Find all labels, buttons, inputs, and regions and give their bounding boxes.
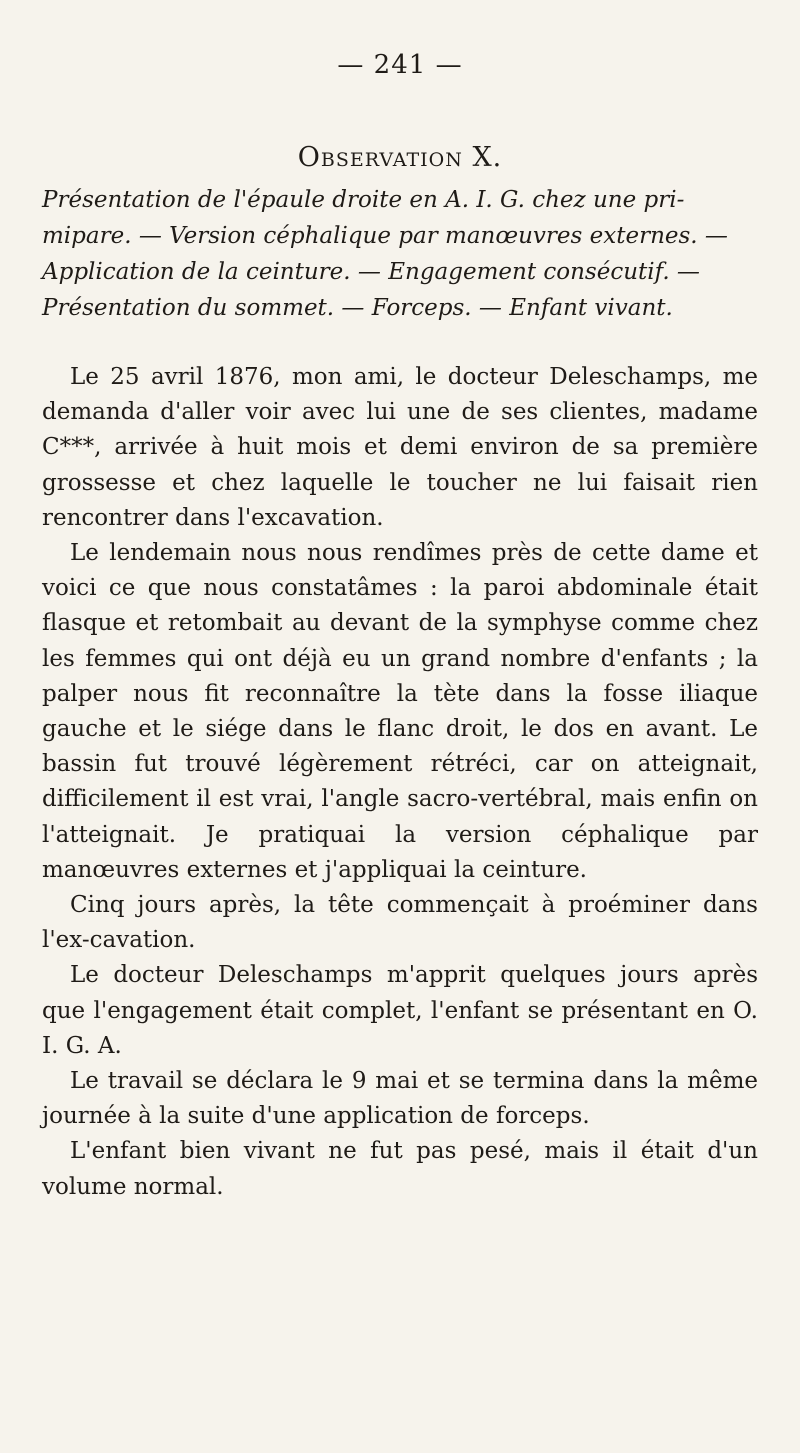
summary-line: Application de la ceinture. — Engagement consécutif. — xyxy=(42,259,700,285)
summary-line: Présentation du sommet. — Forceps. — Enfant vivant. xyxy=(42,295,673,321)
observation-title: Observation X. xyxy=(297,142,503,173)
paragraph: Le 25 avril 1876, mon ami, le docteur Deleschamps, me demanda d'aller voir avec lui une de ses clientes, madame C***, arrivée à huit mois et demi environ de sa première grossesse et chez laquelle le toucher ne lui faisait rien rencontrer dans l'excavation. xyxy=(42,364,758,531)
paragraph: Le lendemain nous nous rendîmes près de cette dame et voici ce que nous constatâmes : la paroi abdominale était flasque et retombait au devant de la symphyse comme chez les femmes qui ont déjà eu un grand nombre d'enfants ; la palper nous fit reconnaître la tète dans la fosse iliaque gauche et le siége dans le flanc droit, le dos en avant. Le bassin fut trouvé légèrement rétréci, car on atteignait, difficilement il est vrai, l'angle sacro-vertébral, mais enfin on l'atteignait. Je pratiquai la version céphalique par manœuvres externes et j'appliquai la ceinture. xyxy=(42,540,758,883)
paragraph: Le docteur Deleschamps m'apprit quelques jours après que l'engagement était complet, l'enfant se présentant en O. I. G. A. xyxy=(42,962,758,1059)
summary-line: Présentation de l'épaule droite en A. I. G. chez une pri- xyxy=(42,187,685,213)
summary-line: mipare. — Version céphalique par manœuvres externes. — xyxy=(42,223,728,249)
paragraph: L'enfant bien vivant ne fut pas pesé, mais il était d'un volume normal. xyxy=(42,1138,758,1200)
observation-body xyxy=(42,360,758,1205)
page-number: — 241 — xyxy=(337,50,463,80)
paragraph: Le travail se déclara le 9 mai et se termina dans la même journée à la suite d'une application de forceps. xyxy=(42,1068,758,1130)
paragraph: Cinq jours après, la tête commençait à proéminer dans l'ex-cavation. xyxy=(42,892,758,954)
observation-summary xyxy=(42,182,758,326)
